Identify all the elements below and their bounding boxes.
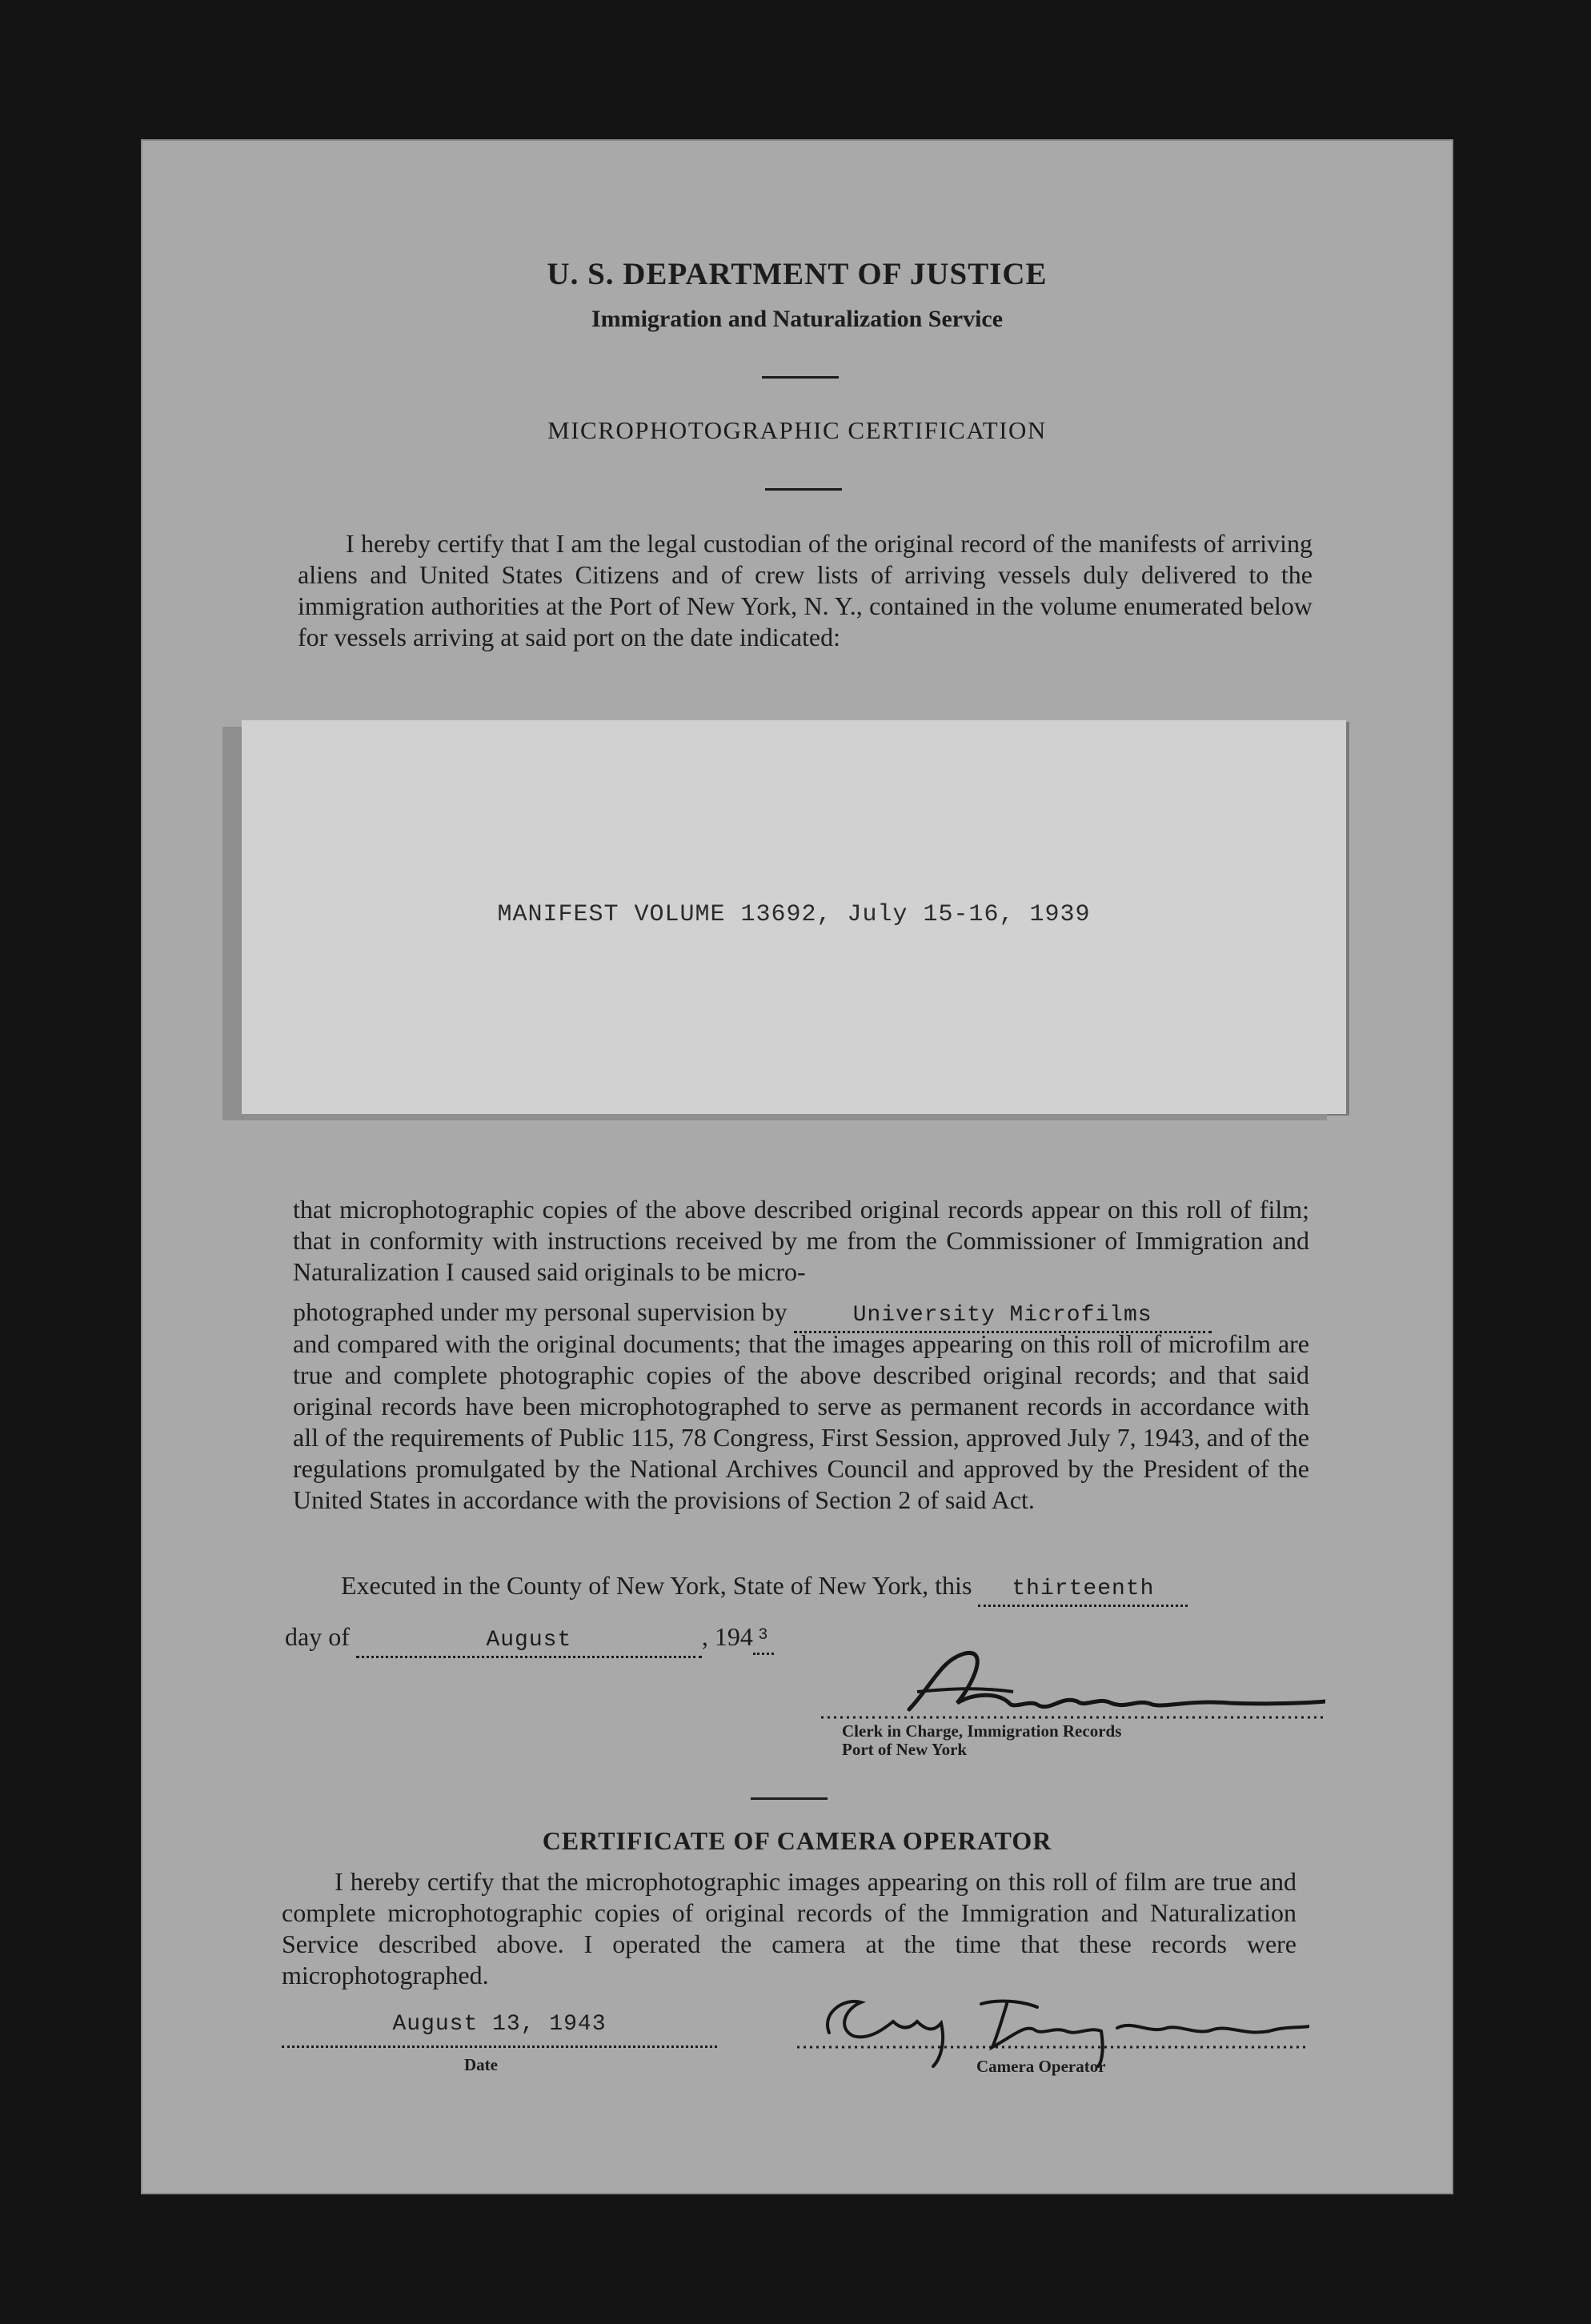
execution-day: thirteenth: [1012, 1577, 1155, 1601]
operator-date-field: [282, 2012, 717, 2050]
year-field: [753, 1620, 774, 1655]
service-subtitle: Immigration and Naturalization Service: [591, 306, 1004, 332]
certification-title: MICROPHOTOGRAPHIC CERTIFICATION: [547, 416, 1047, 444]
divider: [751, 1797, 828, 1800]
execution-line: [341, 1570, 1311, 1607]
department-title: U. S. DEPARTMENT OF JUSTICE: [547, 257, 1048, 291]
day-of-label: day of: [285, 1622, 350, 1651]
date-caption: Date: [464, 2055, 498, 2074]
clerk-title: Clerk in Charge, Immigration Records: [842, 1721, 1122, 1741]
year-prefix: , 194: [701, 1622, 753, 1651]
volume-label: MANIFEST VOLUME 13692, July 15-16, 1939: [497, 901, 1091, 928]
operator-title: CERTIFICATE OF CAMERA OPERATOR: [542, 1826, 1052, 1855]
volume-slip: [242, 720, 1346, 1114]
divider: [765, 488, 842, 491]
certificate-sheet: [141, 139, 1453, 2194]
body-paragraph-2: and compared with the original documents; that the images appearing on this roll of microfilm are true and complete photographic copies of the above described original records; and that said original records have been microphotographed to serve as permanent records in accordance with all of the requirements of Public 115, 78 Congress, First Session, approved July 7, 1943, and of the regulations promulgated by the National Archives Council and approved by the President of the United States in accordance with the provisions of Section 2 of said Act.: [293, 1329, 1309, 1514]
operator-date: August 13, 1943: [392, 2012, 607, 2037]
operator-signature: [797, 1980, 1309, 2068]
divider: [762, 376, 839, 379]
operator-signature-area: [797, 1980, 1309, 2068]
execution-prefix: Executed in the County of New York, State of New York, this: [341, 1571, 972, 1600]
date-dotted-line: [282, 2012, 717, 2048]
supervision-prefix: photographed under my personal supervision by: [293, 1297, 787, 1326]
body-part-1: that microphotographic copies of the above described original records appear on this roll of film; that in conformity with instructions received by me from the Commissioner of Immigration and Naturalization I caused said originals to be micro-: [293, 1195, 1309, 1286]
year-digit: 3: [758, 1626, 769, 1645]
body-paragraph-1: [293, 1194, 1309, 1288]
month-field: [356, 1621, 702, 1658]
clerk-port: Port of New York: [842, 1740, 968, 1759]
intro-paragraph: I hereby certify that I am the legal custodian of the original record of the manifests of arriving aliens and United States Citizens and of crew lists of arriving vessels duly delivered to the immigration authorities at the Port of New York, N. Y., contained in the volume enumerated below for vessels arriving at said port on the date indicated:: [298, 529, 1312, 651]
clerk-caption: [842, 1722, 1121, 1759]
execution-month: August: [486, 1628, 572, 1653]
execution-day-field: [978, 1570, 1188, 1607]
operator-caption: Camera Operator: [976, 2057, 1106, 2076]
operator-paragraph: I hereby certify that the microphotographic images appearing on this roll of film are true and complete microphotographic copies of original records of the Immigration and Naturalization Service described above. I operated the camera at the time that these records were microphotographed.: [282, 1867, 1296, 1989]
supervision-name: University Microfilms: [852, 1303, 1152, 1328]
